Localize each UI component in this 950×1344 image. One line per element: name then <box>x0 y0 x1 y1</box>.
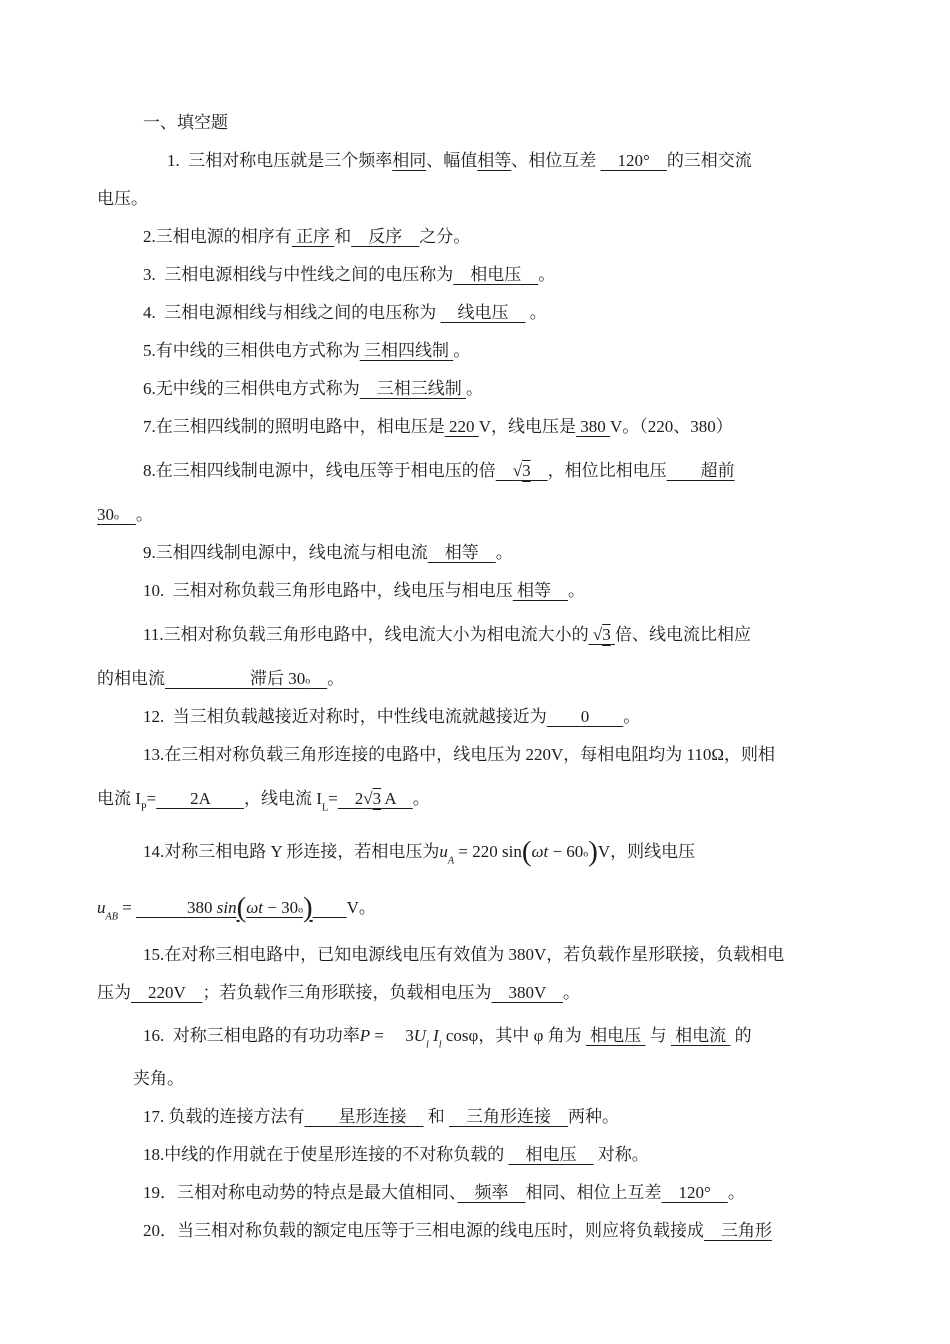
answer-blank: 0 <box>546 707 624 726</box>
text-run: 。 <box>525 303 547 322</box>
text-line <box>97 142 950 180</box>
text-line <box>97 446 950 496</box>
answer-blank: 频率 <box>457 1183 526 1202</box>
text-run: 10. 三相对称负载三角形电路中，线电压与相电压 <box>143 581 513 600</box>
answer-blank: 380V <box>491 983 563 1002</box>
answer-blank <box>136 898 187 917</box>
text-run: 。 <box>135 505 153 524</box>
text-run: V，线电压是 <box>478 417 577 436</box>
answer-blank: 120° <box>600 151 667 170</box>
text-run: 16. 对称三相电路的有功功率 <box>143 1026 360 1045</box>
text-run: 的三相交流 <box>666 151 752 170</box>
degree-mark: o <box>298 904 304 916</box>
text-line <box>97 180 950 218</box>
text-run: = 220 sin <box>454 842 522 861</box>
answer-blank: 相电压 <box>585 1026 646 1045</box>
text-line <box>97 1174 950 1212</box>
text-run: 5.有中线的三相供电方式称为 <box>143 341 360 360</box>
text-line <box>97 332 950 370</box>
text-run: 6.无中线的三相供电方式称为 <box>143 379 360 398</box>
answer-blank: 2 <box>337 789 364 808</box>
text-run: 2.三相电源的相序有 <box>143 227 292 246</box>
subscript: A <box>447 855 455 867</box>
answer-blank <box>119 505 136 524</box>
text-run: u <box>439 842 448 861</box>
text-run: cosφ，其中 φ 角为 <box>441 1026 586 1045</box>
text-line <box>97 572 950 610</box>
answer-blank: 相等 <box>512 581 568 600</box>
subscript: AB <box>105 911 118 923</box>
text-run: 。 <box>412 789 430 808</box>
answer-blank: 三相四线制 <box>359 341 454 360</box>
text-run: ωt <box>531 842 549 861</box>
answer-blank: 三相三线制 <box>359 379 466 398</box>
text-run: 1. 三相对称电压就是三个频率 <box>167 151 393 170</box>
text-line <box>97 256 950 294</box>
text-line <box>97 1012 950 1060</box>
answer-blank: 380 <box>187 898 217 917</box>
text-run: 。 <box>495 543 513 562</box>
answer-blank: 线电压 <box>440 303 526 322</box>
answer-blank: 三角形连接 <box>449 1107 568 1126</box>
text-run: 夹角。 <box>133 1069 184 1088</box>
text-run: 12. 当三相负载越接近对称时，中性线电流就越接近为 <box>143 707 547 726</box>
subscript: l <box>438 1039 442 1051</box>
sqrt-radical: √3 <box>363 789 382 808</box>
answer-blank: 反序 <box>351 227 420 246</box>
answer-blank: A <box>381 789 413 808</box>
answer-blank: 星形连接 <box>304 1107 424 1126</box>
text-run: 19．三相对称电动势的特点是最大值相同、 <box>143 1183 458 1202</box>
text-run: 。 <box>623 707 641 726</box>
text-line <box>97 370 950 408</box>
text-run: 。 <box>568 581 585 600</box>
text-line <box>97 610 950 660</box>
text-run: 和 <box>423 1107 449 1126</box>
text-run: 17. 负载的连接方法有 <box>143 1107 305 1126</box>
text-line <box>97 534 950 572</box>
answer-blank: 相等 <box>477 151 512 170</box>
text-run: V，则线电压 <box>597 842 696 861</box>
text-run: 。 <box>727 1183 745 1202</box>
text-run: 20．当三相对称负载的额定电压等于三相电源的线电压时，则应将负载接成 <box>143 1221 704 1240</box>
text-run: 压为 <box>97 983 131 1002</box>
text-line <box>97 1212 950 1250</box>
text-line <box>97 1136 950 1174</box>
text-run: V。（220、380） <box>610 417 733 436</box>
text-run: = 3 <box>370 1026 414 1045</box>
text-line <box>97 1060 950 1098</box>
text-run: 8.在三相四线制电源中，线电压等于相电压的倍 <box>143 461 496 480</box>
text-run: 电流 I <box>97 789 141 808</box>
text-run: ，线电流 I <box>244 789 322 808</box>
text-run: 的 <box>730 1026 752 1045</box>
answer-blank: 正序 <box>291 227 335 246</box>
text-run: 18.中线的作用就在于使星形连接的不对称负载的 <box>143 1145 509 1164</box>
text-run: 、相位互差 <box>511 151 601 170</box>
text-line <box>97 698 950 736</box>
degree-mark: o <box>114 511 119 523</box>
text-line <box>97 660 950 698</box>
text-line <box>97 880 950 936</box>
text-run: = <box>117 898 137 917</box>
sqrt-radical: √3 <box>592 625 611 644</box>
subscript: L <box>321 802 329 814</box>
answer-blank: 相等 <box>427 543 496 562</box>
degree-mark: o <box>583 848 589 860</box>
text-run: 。 <box>453 341 471 360</box>
text-run: − 60 <box>548 842 584 861</box>
text-line <box>97 294 950 332</box>
text-run: = <box>146 789 157 808</box>
text-line <box>97 824 950 880</box>
answer-blank: 220V <box>131 983 203 1002</box>
paren: ) <box>303 891 313 924</box>
text-run: ；若负载作三角形联接，负载相电压为 <box>202 983 492 1002</box>
text-run: 。 <box>538 265 556 284</box>
text-run: 11.三相对称负载三角形电路中，线电流大小为相电流大小的 <box>143 625 589 644</box>
text-run: 。 <box>562 983 580 1002</box>
answer-blank: ωt <box>246 898 263 917</box>
paren: ( <box>521 835 532 868</box>
subscript: l <box>426 1039 429 1051</box>
paren: ) <box>588 835 598 868</box>
answer-blank: 相电压 <box>453 265 539 284</box>
text-run: 的相电流 <box>97 669 165 688</box>
answer-blank <box>531 461 548 480</box>
answer-blank: 三角形 <box>704 1221 772 1240</box>
text-line <box>97 218 950 256</box>
text-line <box>97 496 950 534</box>
text-run: 、幅值 <box>426 151 478 170</box>
text-run: 电压。 <box>97 189 148 208</box>
text-run: 14.对称三相电路 Y 形连接，若相电压为 <box>143 842 440 861</box>
answer-blank: 120° <box>661 1183 728 1202</box>
document-body <box>97 142 950 1250</box>
answer-blank: 380 <box>576 417 611 436</box>
text-run: ，相位比相电压 <box>547 461 667 480</box>
text-line <box>97 774 950 824</box>
text-run: 7.在三相四线制的照明电路中，相电压是 <box>143 417 445 436</box>
text-run: 4. 三相电源相线与相线之间的电压称为 <box>143 303 441 322</box>
text-run: u <box>97 898 106 917</box>
text-run: 3. 三相电源相线与中性线之间的电压称为 <box>143 265 454 284</box>
answer-blank: 滞后 30 <box>165 669 306 688</box>
text-line <box>97 1098 950 1136</box>
answer-blank: 超前 <box>666 461 735 480</box>
text-run: V。 <box>346 898 376 917</box>
answer-blank: 相同 <box>392 151 427 170</box>
text-run: 13.在三相对称负载三角形连接的电路中，线电压为 220V，每相电阻均为 110Ω，则相 <box>143 745 776 764</box>
answer-blank: 相电压 <box>508 1145 594 1164</box>
text-run: 15.在对称三相电路中，已知电源线电压有效值为 380V，若负载作星形联接，负载相电 <box>143 945 785 964</box>
text-run: 和 <box>334 227 352 246</box>
text-run: 。 <box>466 379 483 398</box>
text-run: 相同、相位上互差 <box>525 1183 662 1202</box>
text-run: 之分。 <box>419 227 471 246</box>
answer-blank: sin <box>216 898 237 917</box>
answer-blank: 30 <box>97 505 114 524</box>
text-line <box>97 408 950 446</box>
text-run: P <box>359 1026 371 1045</box>
answer-blank: 220 <box>444 417 479 436</box>
text-run: 对称。 <box>593 1145 649 1164</box>
text-line <box>97 974 950 1012</box>
answer-blank <box>310 669 327 688</box>
answer-blank: − 30 <box>263 898 299 917</box>
text-run: I <box>433 1026 439 1045</box>
answer-blank: 相电流 <box>670 1026 731 1045</box>
text-run: = <box>328 789 338 808</box>
text-run: 与 <box>645 1026 671 1045</box>
text-run: U <box>413 1026 427 1045</box>
answer-blank <box>313 898 347 917</box>
sqrt-radical: √3 <box>512 461 531 480</box>
text-line <box>97 736 950 774</box>
subscript: P <box>140 802 147 814</box>
paren: ( <box>236 891 247 924</box>
section-heading: 一、填空题 <box>143 113 228 132</box>
text-run: 两种。 <box>568 1107 619 1126</box>
text-run: 倍、线电流比相应 <box>614 625 751 644</box>
answer-blank <box>496 461 513 480</box>
answer-blank: 2A <box>156 789 245 808</box>
text-run: 。 <box>327 669 345 688</box>
degree-mark: o <box>305 675 311 687</box>
text-line <box>97 936 950 974</box>
text-run: 9.三相四线制电源中，线电流与相电流 <box>143 543 428 562</box>
